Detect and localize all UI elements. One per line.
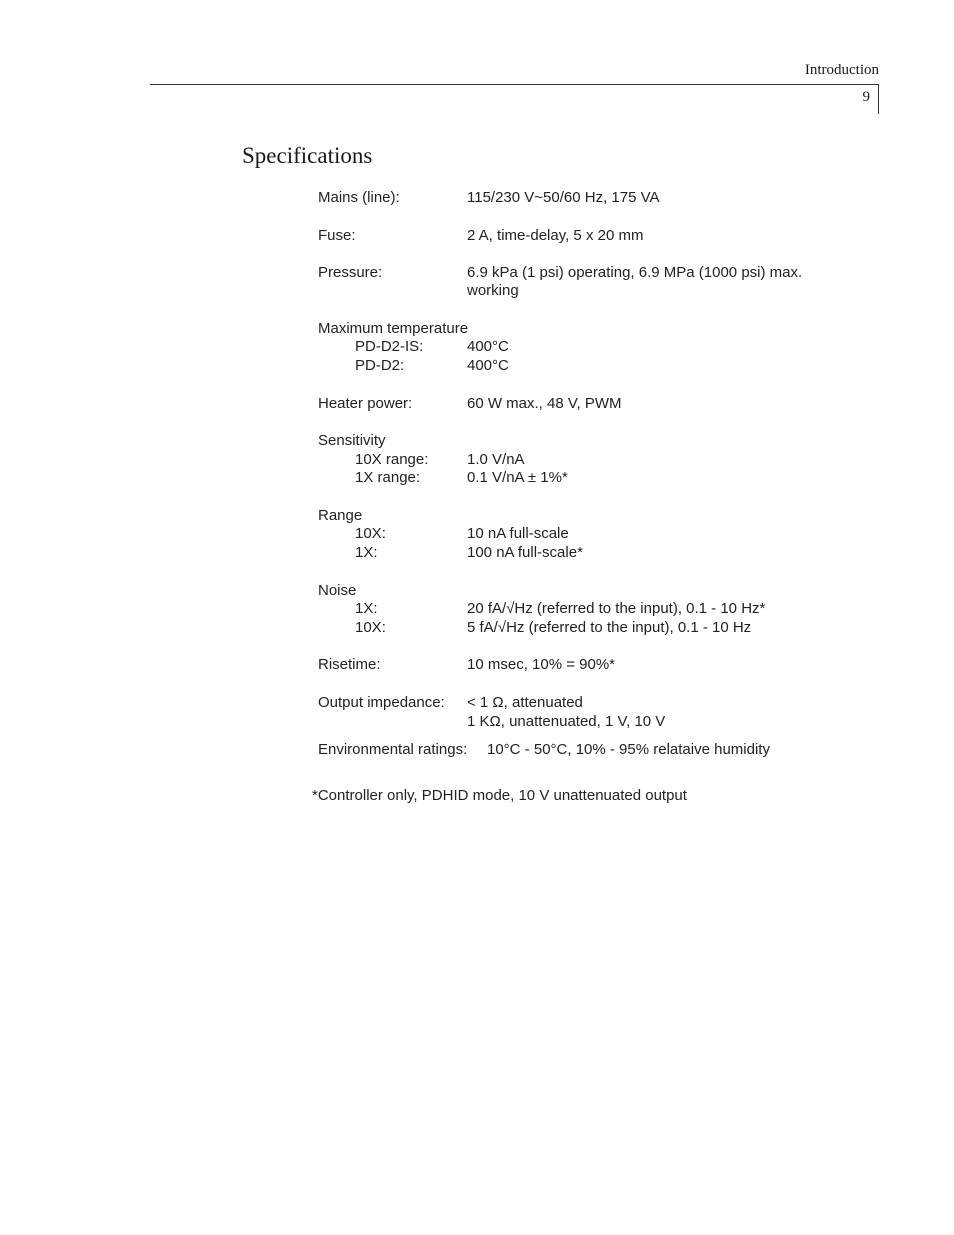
spec-sublabel: 10X: xyxy=(355,619,386,636)
spec-sublabel: 10X range: xyxy=(355,451,429,468)
running-header: Introduction xyxy=(804,62,879,78)
spec-label: Risetime: xyxy=(318,656,381,673)
footnote: *Controller only, PDHID mode, 10 V unattenuated output xyxy=(312,787,687,804)
spec-label: Output impedance: xyxy=(318,694,445,711)
spec-value: 5 fA/√Hz (referred to the input), 0.1 - 10 Hz xyxy=(467,619,752,636)
spec-value: 2 A, time-delay, 5 x 20 mm xyxy=(467,227,644,244)
spec-value: 1.0 V/nA xyxy=(467,451,525,468)
spec-group-label: Sensitivity xyxy=(318,432,386,449)
spec-value: 10°C - 50°C, 10% - 95% relataive humidity xyxy=(487,741,770,758)
spec-group-label: Range xyxy=(318,507,363,524)
spec-sublabel: 1X: xyxy=(355,544,378,561)
spec-sublabel: PD-D2: xyxy=(355,357,405,374)
spec-sublabel: 1X: xyxy=(355,600,378,617)
spec-value: < 1 Ω, attenuated xyxy=(467,694,583,711)
spec-value: 20 fA/√Hz (referred to the input), 0.1 - 10 Hz* xyxy=(467,600,766,617)
spec-value: 60 W max., 48 V, PWM xyxy=(467,395,622,412)
spec-label: Pressure: xyxy=(318,264,383,281)
spec-value: 1 KΩ, unattenuated, 1 V, 10 V xyxy=(467,713,666,730)
spec-value: 100 nA full-scale* xyxy=(467,544,583,561)
spec-label: Fuse: xyxy=(318,227,356,244)
spec-value: working xyxy=(467,282,519,299)
spec-value: 10 msec, 10% = 90%* xyxy=(467,656,616,673)
spec-value: 400°C xyxy=(467,338,509,355)
spec-group-label: Maximum temperature xyxy=(318,320,469,337)
spec-value: 6.9 kPa (1 psi) operating, 6.9 MPa (1000 psi) max. xyxy=(467,264,803,281)
spec-group-label: Noise xyxy=(318,582,357,599)
spec-sublabel: PD-D2-IS: xyxy=(355,338,424,355)
page-title: Specifications xyxy=(242,143,373,168)
header-rule xyxy=(150,84,879,85)
spec-value: 400°C xyxy=(467,357,509,374)
spec-sublabel: 1X range: xyxy=(355,469,421,486)
spec-label: Heater power: xyxy=(318,395,413,412)
spec-label: Environmental ratings: xyxy=(318,741,468,758)
spec-value: 0.1 V/nA ± 1%* xyxy=(467,469,568,486)
spec-value: 10 nA full-scale xyxy=(467,525,569,542)
page-number: 9 xyxy=(862,89,870,105)
header-vertical-rule xyxy=(878,84,879,114)
spec-label: Mains (line): xyxy=(318,189,400,206)
spec-value: 115/230 V~50/60 Hz, 175 VA xyxy=(467,189,660,206)
spec-sublabel: 10X: xyxy=(355,525,386,542)
